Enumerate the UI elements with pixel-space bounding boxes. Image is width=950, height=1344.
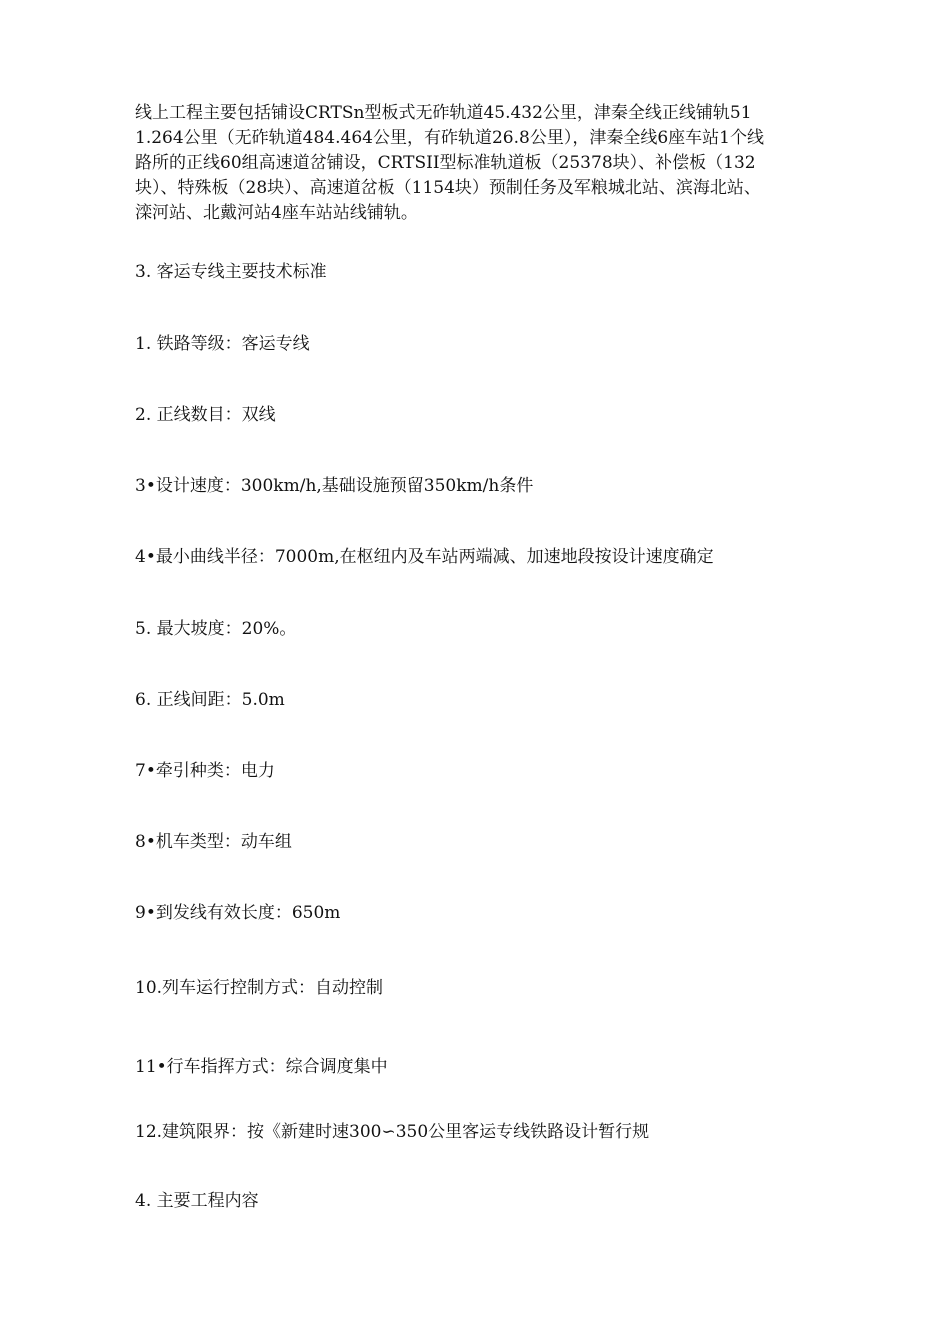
- standard-item-11: 11•行车指挥方式：综合调度集中: [135, 1057, 388, 1077]
- standard-item-3: 3•设计速度：300km/h,基础设施预留350km/h条件: [135, 476, 534, 496]
- intro-line-4: 块）、特殊板（28块）、高速道岔板（1154块）预制任务及军粮城北站、滨海北站、: [135, 178, 761, 198]
- section-3-heading: 3. 客运专线主要技术标准: [135, 262, 327, 282]
- standard-item-6: 6. 正线间距：5.0m: [135, 690, 285, 710]
- standard-item-1: 1. 铁路等级：客运专线: [135, 334, 310, 354]
- standard-item-12: 12.建筑限界：按《新建时速300∽350公里客运专线铁路设计暂行规: [135, 1122, 650, 1142]
- intro-line-5: 滦河站、北戴河站4座车站站线铺轨。: [135, 203, 418, 223]
- standard-item-7: 7•牵引种类：电力: [135, 761, 275, 781]
- standard-item-5: 5. 最大坡度：20%。: [135, 619, 297, 639]
- standard-item-4: 4•最小曲线半径：7000m,在枢纽内及车站两端减、加速地段按设计速度确定: [135, 547, 714, 567]
- intro-line-2: 1.264公里（无砟轨道484.464公里，有砟轨道26.8公里），津秦全线6座车站1个线: [135, 128, 764, 148]
- standard-item-10: 10.列车运行控制方式：自动控制: [135, 978, 384, 998]
- standard-item-2: 2. 正线数目：双线: [135, 405, 276, 425]
- section-4-heading: 4. 主要工程内容: [135, 1191, 259, 1211]
- intro-line-1: 线上工程主要包括铺设CRTSn型板式无砟轨道45.432公里，津秦全线正线铺轨51: [135, 103, 752, 123]
- standard-item-8: 8•机车类型：动车组: [135, 832, 292, 852]
- intro-line-3: 路所的正线60组高速道岔铺设，CRTSII型标准轨道板（25378块）、补偿板（132: [135, 153, 756, 173]
- standard-item-9: 9•到发线有效长度：650m: [135, 903, 341, 923]
